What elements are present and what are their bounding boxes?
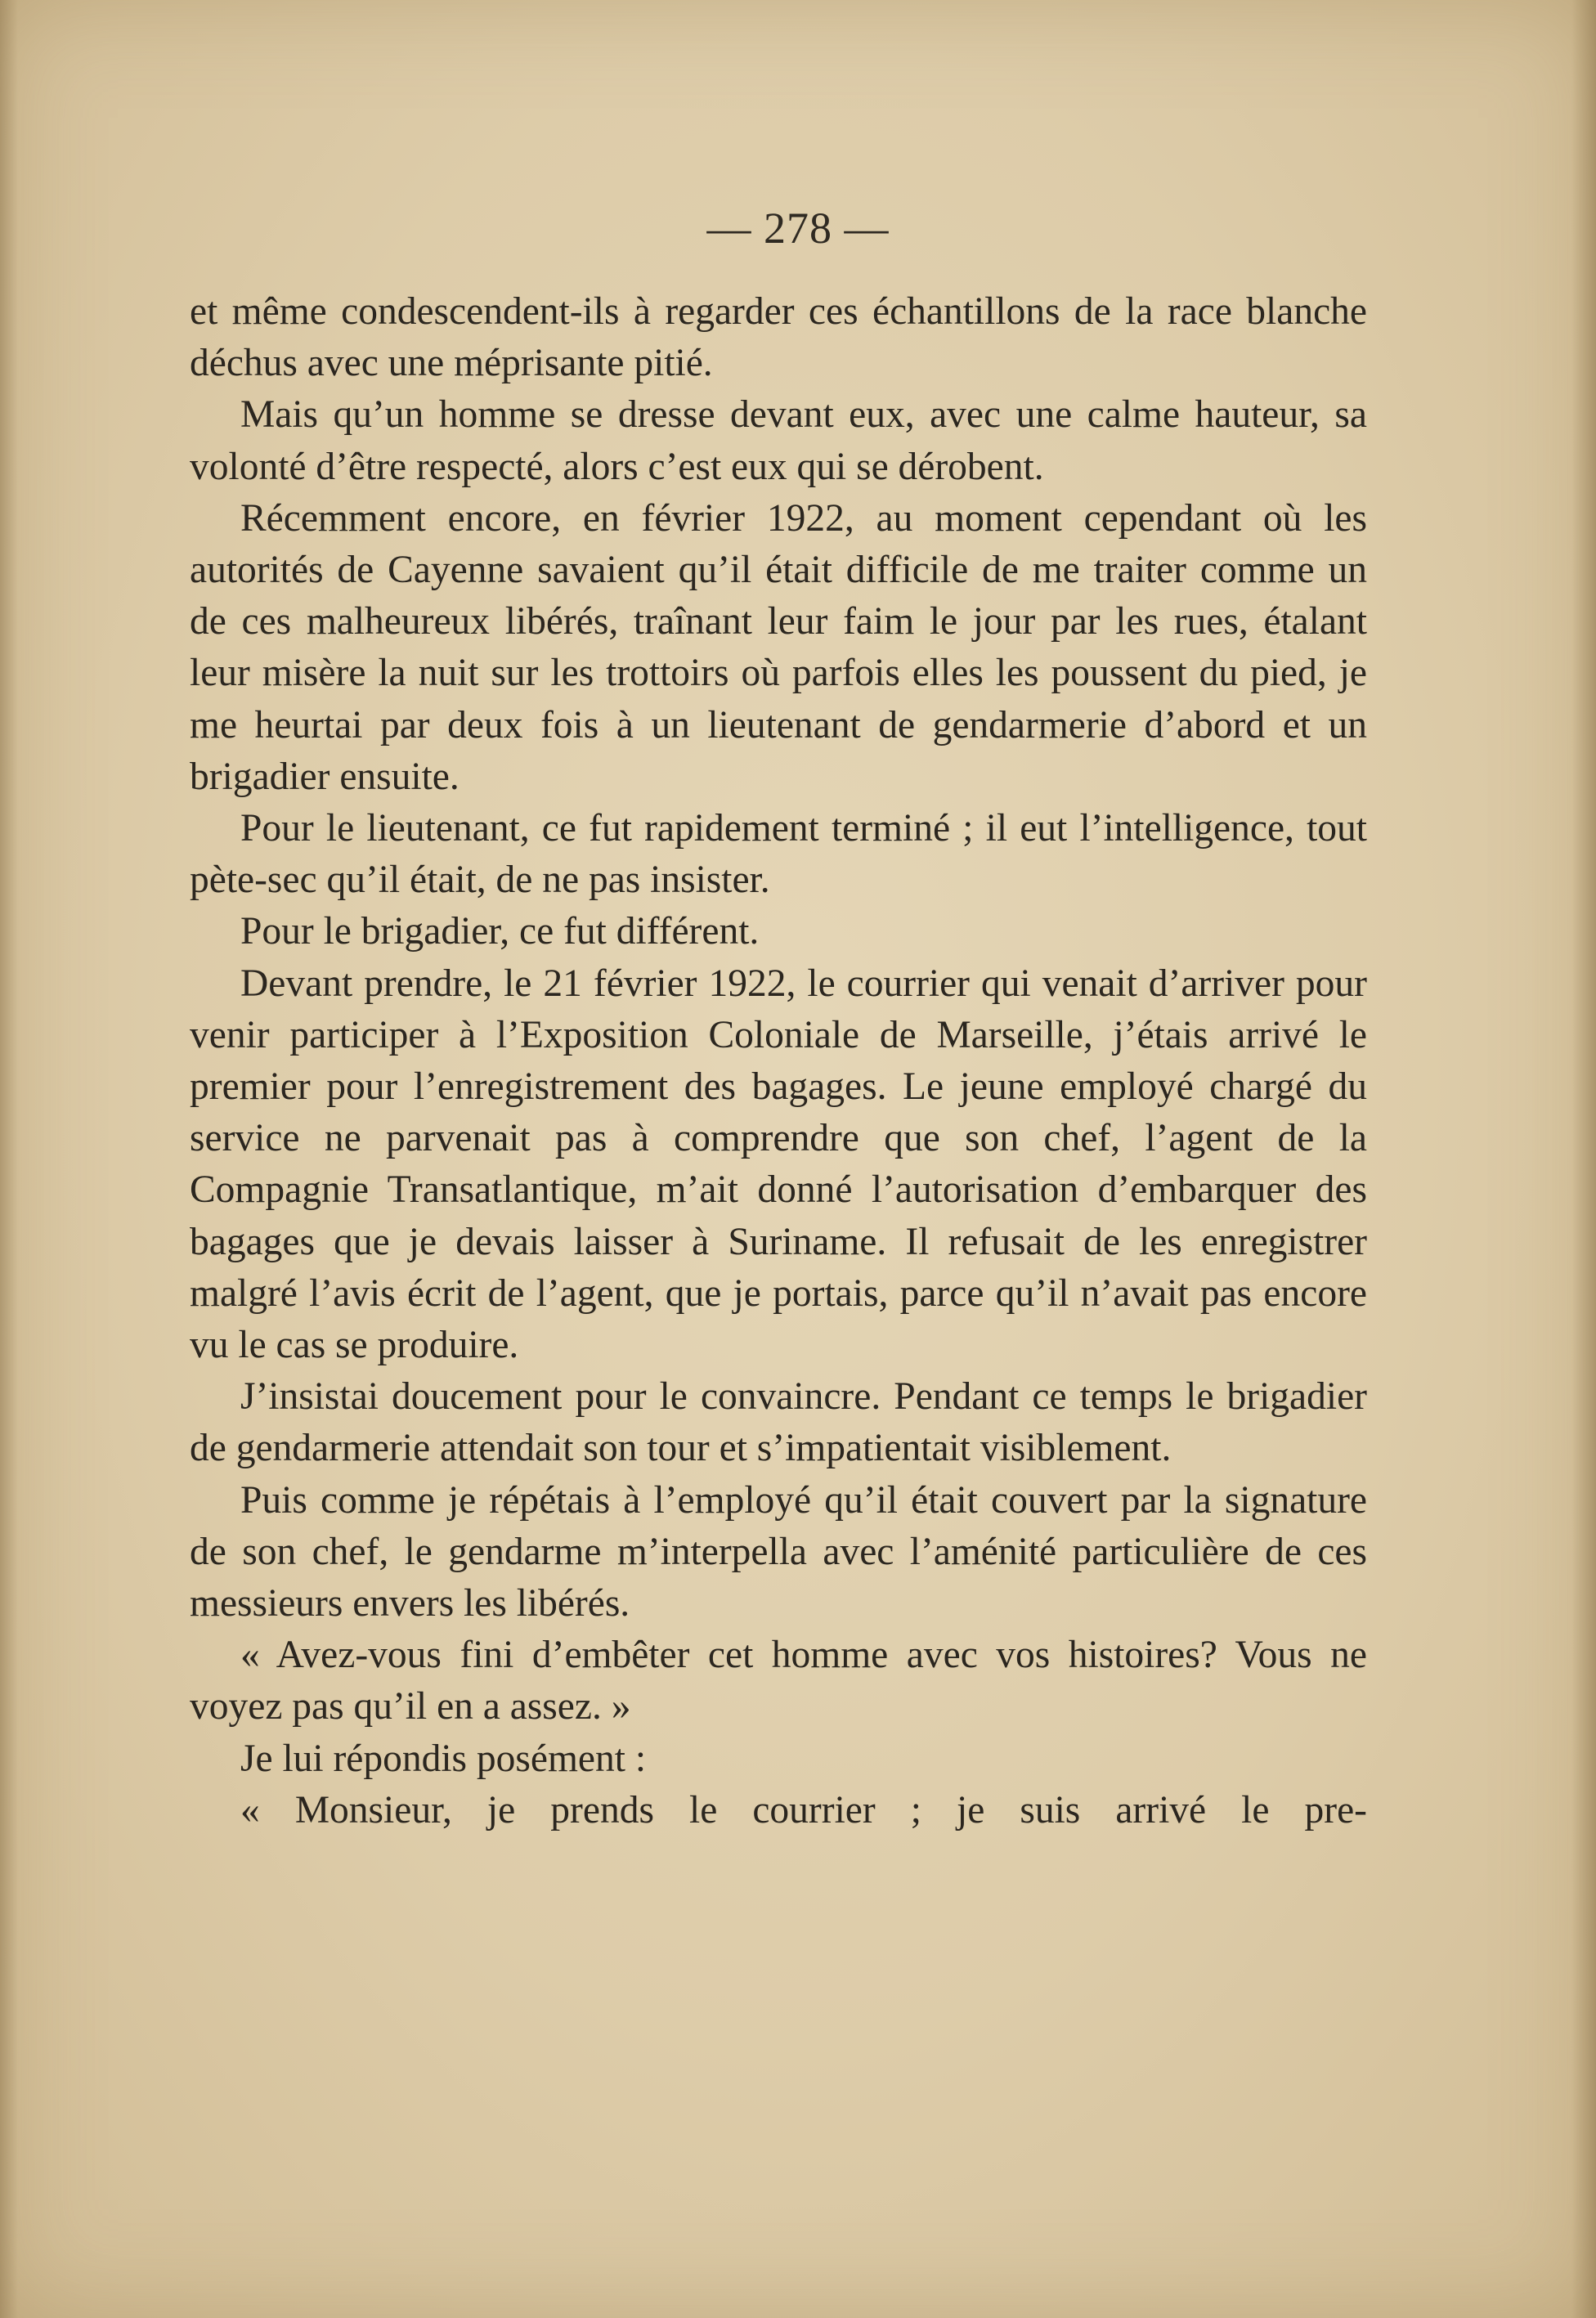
paragraph: Pour le lieutenant, ce fut rapidement terminé ; il eut l’intelligence, tout pète-sec qu’il était, de ne pas insister. (190, 807, 1367, 902)
paragraph: Je lui répondis posément : (240, 1737, 647, 1780)
paragraph: « Monsieur, je prends le courrier ; je suis arrivé le pre- (240, 1788, 1367, 1832)
paragraph: Pour le brigadier, ce fut différent. (240, 910, 760, 953)
page-edge-shadow-left (0, 0, 18, 2318)
body-text (190, 286, 1367, 1836)
paragraph: et même condescendent-ils à regarder ces échantillons de la race blanche déchus avec une méprisante pitié. (190, 290, 1367, 385)
paragraph: Puis comme je répétais à l’employé qu’il était couvert par la signature de son chef, le gendarme m’interpella avec l’aménité particulière de ces messieurs envers les libérés. (190, 1478, 1367, 1625)
paragraph: Devant prendre, le 21 février 1922, le courrier qui venait d’arriver pour venir participer à l’Exposition Coloniale de Marseille, j’étais arrivé le premier pour l’enregistrement des bagages. Le jeune employé chargé du service ne parvenait pas à comprendre que son chef, l’agent de la Compagnie Transatlantique, m’ait donné l’autorisation d’embarquer des bagages que je devais laisser à Suriname. Il refusait de les enregistrer malgré l’avis écrit de l’agent, que je portais, parce qu’il n’avait pas encore vu le cas se produire. (190, 962, 1367, 1367)
paragraph: J’insistai doucement pour le convaincre. Pendant ce temps le brigadier de gendarmerie attendait son tour et s’impatientait visiblement. (190, 1375, 1367, 1470)
paragraph: « Avez-vous fini d’embêter cet homme avec vos histoires? Vous ne voyez pas qu’il en a assez. » (190, 1634, 1367, 1728)
page-edge-shadow-right (1571, 0, 1596, 2318)
page-number: — 278 — (706, 204, 890, 253)
paragraph: Récemment encore, en février 1922, au moment cependant où les autorités de Cayenne savaient qu’il était difficile de me traiter comme un de ces malheureux libérés, traînant leur faim le jour par les rues, étalant leur misère la nuit sur les trottoirs où parfois elles les poussent du pied, je me heurtai par deux fois à un lieutenant de gendarmerie d’abord et un brigadier ensuite. (190, 496, 1367, 798)
paragraph: Mais qu’un homme se dresse devant eux, avec une calme hauteur, sa volonté d’être respecté, alors c’est eux qui se dérobent. (190, 393, 1367, 488)
